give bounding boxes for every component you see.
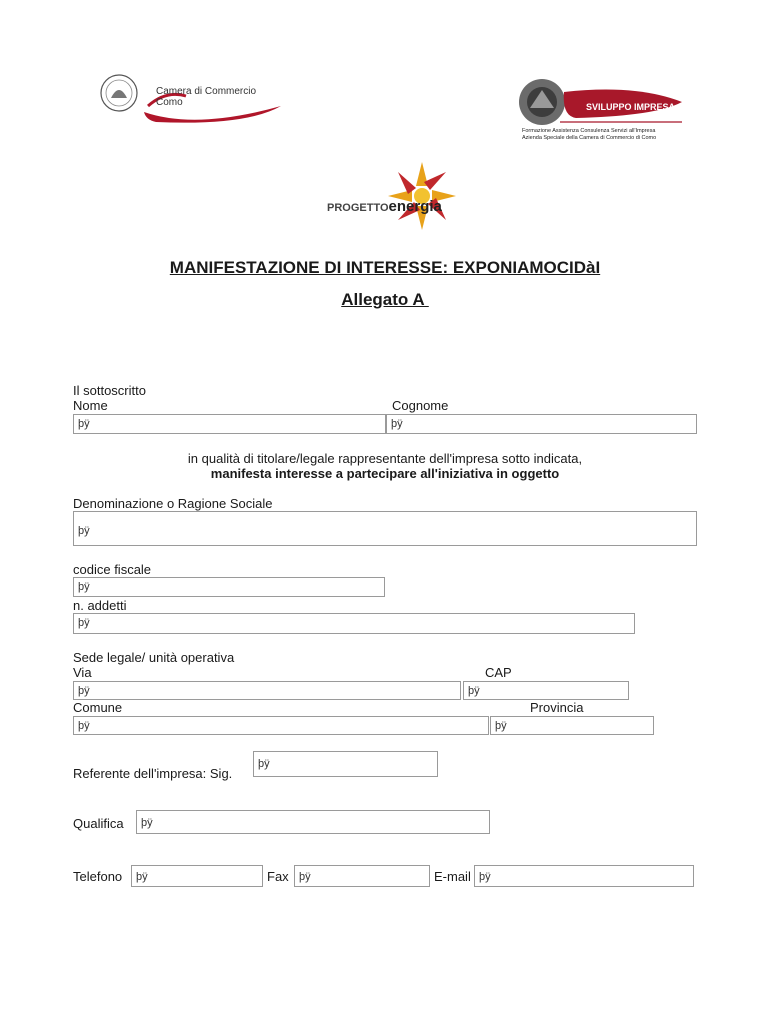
via-field[interactable]: þÿ — [73, 681, 461, 700]
addetti-label: n. addetti — [73, 598, 127, 613]
intro-line-1: in qualità di titolare/legale rappresentante dell'impresa sotto indicata, — [187, 451, 583, 466]
energia-word: energia — [388, 198, 442, 215]
camera-seal-icon — [96, 72, 286, 132]
provincia-label: Provincia — [530, 700, 584, 715]
progetto-word: PROGETTO — [327, 202, 389, 214]
qualifica-label: Qualifica — [73, 816, 124, 831]
referente-field[interactable]: þÿ — [253, 751, 438, 777]
camera-name-line2: Como — [156, 97, 183, 108]
nome-label: Nome — [73, 398, 108, 413]
codice-fiscale-field[interactable]: þÿ — [73, 577, 385, 597]
sviluppo-subtitle-1: Formazione Assistenza Consulenza Servizi all'Impresa — [522, 128, 656, 134]
sviluppo-subtitle-2: Azienda Speciale della Camera di Commercio di Como — [522, 135, 657, 141]
qualifica-field[interactable]: þÿ — [136, 810, 490, 834]
telefono-field[interactable]: þÿ — [131, 865, 263, 887]
nome-field[interactable]: þÿ — [73, 414, 386, 434]
comune-label: Comune — [73, 700, 123, 715]
page-title: MANIFESTAZIONE DI INTERESSE: EXPONIAMOCIDàI — [169, 258, 601, 277]
email-label: E-mail — [434, 869, 471, 884]
sviluppo-impresa-logo — [516, 78, 686, 144]
provincia-field[interactable]: þÿ — [490, 716, 654, 735]
fax-field[interactable]: þÿ — [294, 865, 430, 887]
referente-label: Referente dell'impresa: Sig. — [73, 766, 233, 781]
via-label: Via — [73, 665, 92, 680]
denominazione-field[interactable]: þÿ — [73, 511, 697, 546]
camera-name-line1: Camera di Commercio — [156, 86, 257, 97]
sviluppo-name: SVILUPPO IMPRESA — [586, 102, 676, 112]
cap-field[interactable]: þÿ — [463, 681, 629, 700]
camera-di-commercio-logo — [96, 72, 286, 132]
fax-label: Fax — [267, 869, 289, 884]
cap-label: CAP — [485, 665, 512, 680]
page-subtitle: Allegato A — [341, 290, 429, 309]
progetto-energia-logo — [322, 160, 482, 240]
email-field[interactable]: þÿ — [474, 865, 694, 887]
sottoscritto-label: Il sottoscritto — [73, 383, 146, 398]
comune-field[interactable]: þÿ — [73, 716, 489, 735]
addetti-field[interactable]: þÿ — [73, 613, 635, 634]
telefono-label: Telefono — [73, 869, 123, 884]
codice-fiscale-label: codice fiscale — [73, 562, 152, 577]
denominazione-label: Denominazione o Ragione Sociale — [73, 496, 273, 511]
cognome-field[interactable]: þÿ — [386, 414, 697, 434]
cognome-label: Cognome — [392, 398, 449, 413]
intro-line-2: manifesta interesse a partecipare all'iniziativa in oggetto — [210, 466, 560, 481]
progetto-text — [327, 198, 442, 215]
sede-label: Sede legale/ unità operativa — [73, 650, 235, 665]
